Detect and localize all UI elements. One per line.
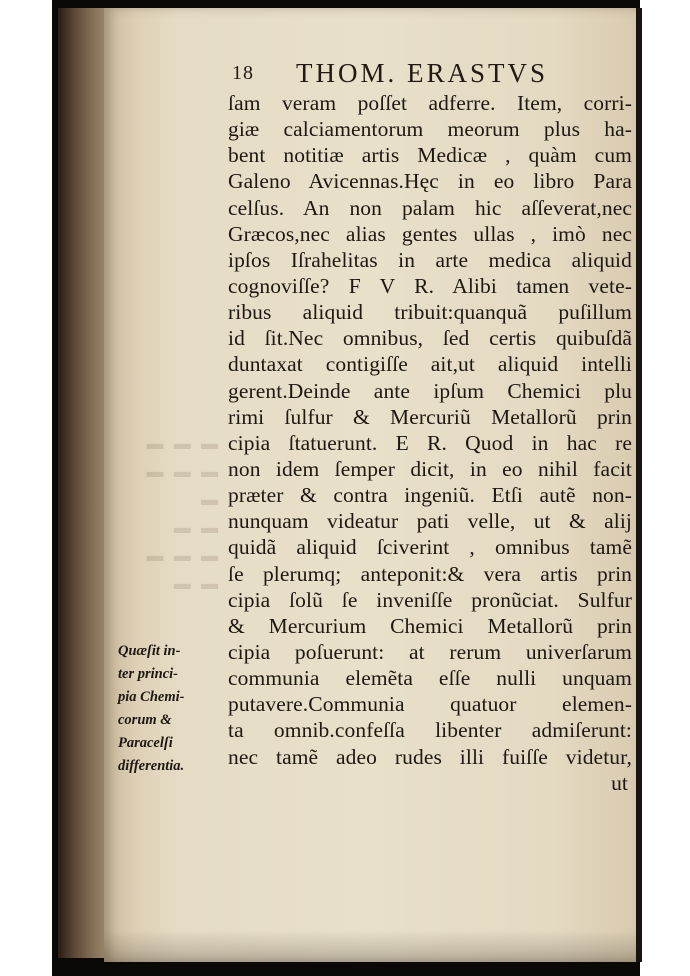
catchword: ut bbox=[611, 770, 628, 795]
text-line: Galeno Avicennas.Hęc in eo libro Para bbox=[228, 169, 632, 194]
marginal-line: differentia. bbox=[118, 758, 185, 774]
text-line: non idem ſemper dicit, in eo nihil facit bbox=[228, 456, 632, 481]
text-line: ta omnib.confeſſa libenter admiſerunt: bbox=[228, 718, 632, 743]
running-head bbox=[232, 58, 632, 88]
text-line: giæ calciamentorum meorum plus ha- bbox=[228, 117, 632, 142]
marginal-line: pia Chemi- bbox=[118, 689, 185, 705]
text-line: celſus. An non palam hic aſſeverat,nec bbox=[228, 195, 632, 220]
text-line: quidã aliquid ſciverint , omnibus tamẽ bbox=[228, 535, 632, 560]
text-line: & Mercurium Chemici Metallorũ prin bbox=[228, 613, 632, 638]
page-stack-edge bbox=[58, 8, 110, 958]
running-title: THOM. ERASTVS bbox=[296, 58, 549, 88]
marginal-line: ter princi- bbox=[118, 666, 179, 682]
text-line: rimi ſulfur & Mercuriũ Metallorũ prin bbox=[228, 404, 632, 429]
bleed-through-text bbox=[118, 430, 218, 593]
text-line: putavere.Communia quatuor elemen- bbox=[228, 692, 632, 717]
page-number: 18 bbox=[232, 62, 254, 84]
page-right-edge bbox=[636, 8, 642, 962]
marginal-note bbox=[118, 640, 224, 778]
text-line: nec tamẽ adeo rudes illi fuiſſe videtur, bbox=[228, 744, 632, 769]
text-line: præter & contra ingeniũ. Etſi autẽ non- bbox=[228, 483, 632, 508]
text-line: ſe plerumq; anteponit:& vera artis prin bbox=[228, 561, 632, 586]
bleed-mark: ▬ ▬ bbox=[170, 574, 218, 593]
text-line: bent notitiæ artis Medicæ , quàm cum bbox=[228, 143, 632, 168]
text-line: ſam veram poſſet adferre. Item, corri- bbox=[228, 91, 632, 115]
text-line: nunquam videatur pati velle, ut & alij bbox=[228, 509, 632, 534]
text-line: gerent.Deinde ante ipſum Chemici plu bbox=[228, 378, 632, 403]
text-line: cognoviſſe? F V R. Alibi tamen vete- bbox=[228, 273, 632, 298]
text-line: ipſos Iſrahelitas in arte medica aliquid bbox=[228, 247, 632, 272]
marginal-line: Paracelſi bbox=[118, 735, 173, 751]
text-line: id ſit.Nec omnibus, ſed certis quibuſdã bbox=[228, 326, 632, 351]
bleed-mark: ▬ ▬ ▬ bbox=[143, 546, 218, 565]
text-line: cipia ſtatuerunt. E R. Quod in hac re bbox=[228, 430, 632, 455]
text-line: Græcos,nec alias gentes ullas , imò nec bbox=[228, 221, 632, 246]
marginal-line: corum & bbox=[118, 712, 172, 728]
bleed-mark: ▬ ▬ ▬ bbox=[143, 434, 218, 453]
bleed-mark: ▬ ▬ ▬ ▬ bbox=[143, 462, 218, 509]
text-line: cipia poſuerunt: at rerum univerſarum bbox=[228, 639, 632, 664]
marginal-line: Quæſit in- bbox=[118, 643, 181, 659]
body-text bbox=[228, 90, 632, 796]
page-bottom-shadow bbox=[104, 930, 636, 962]
text-line: ribus aliquid tribuit:quanquã puſillum bbox=[228, 300, 632, 325]
text-line: cipia ſolũ ſe inveniſſe pronũciat. Sulfur bbox=[228, 587, 632, 612]
bleed-mark: ▬ ▬ bbox=[170, 518, 218, 537]
text-line: communia elemẽta eſſe nulli unquam bbox=[228, 666, 632, 691]
text-line: duntaxat contigiſſe ait,ut aliquid intelli bbox=[228, 352, 632, 377]
